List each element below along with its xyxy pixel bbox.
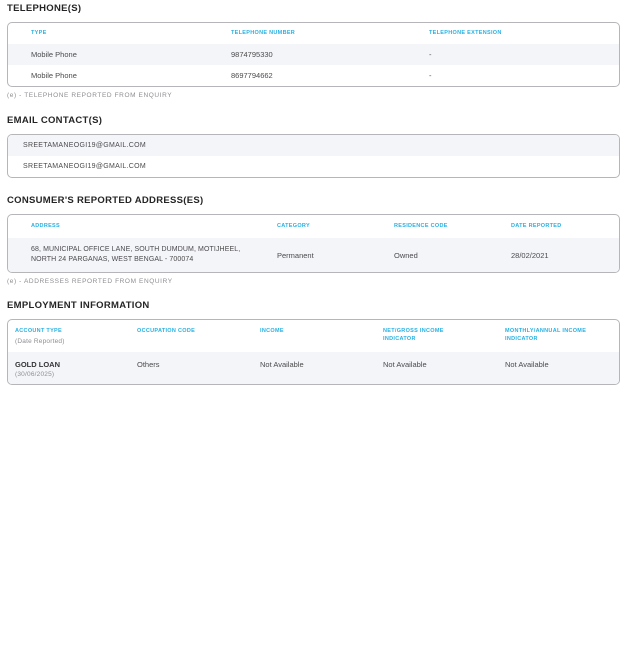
col-header-telephone-number: TELEPHONE NUMBER — [231, 29, 296, 36]
col-header-type: TYPE — [31, 29, 47, 36]
addresses-section — [7, 195, 620, 286]
col-header-date-reported-sublabel: (Date Reported) — [15, 337, 65, 345]
email-address: SREETAMANEOGI19@GMAIL.COM — [23, 163, 146, 170]
emails-table — [7, 134, 620, 178]
col-header-telephone-extension: TELEPHONE EXTENSION — [429, 29, 502, 36]
employment-occupation-code: Others — [137, 360, 160, 369]
employment-section — [7, 300, 620, 385]
address-value: 68, MUNICIPAL OFFICE LANE, SOUTH DUMDUM, MOTIJHEEL, NORTH 24 PARGANAS, WEST BENGAL - 700074 — [31, 246, 241, 263]
employment-net-gross-income-indicator: Not Available — [383, 360, 427, 369]
employment-income: Not Available — [260, 360, 304, 369]
telephones-header-row — [8, 23, 619, 44]
telephones-section — [7, 3, 620, 100]
col-header-net-gross-income-indicator: NET/GROSS INCOME INDICATOR — [383, 328, 444, 342]
addresses-table — [7, 214, 620, 273]
col-header-income: INCOME — [260, 328, 284, 334]
telephone-extension: - — [429, 71, 432, 80]
table-row — [8, 65, 619, 86]
col-header-account-type — [8, 320, 130, 346]
col-header-account-type-label: ACCOUNT TYPE — [15, 328, 62, 334]
col-header-category: CATEGORY — [277, 222, 310, 229]
table-row — [8, 352, 619, 384]
email-address: SREETAMANEOGI19@GMAIL.COM — [23, 142, 146, 149]
telephones-title: TELEPHONE(S) — [7, 3, 82, 14]
col-header-date-reported: DATE REPORTED — [511, 222, 562, 229]
telephone-extension: - — [429, 50, 432, 59]
employment-account-type-cell — [8, 352, 130, 379]
list-item — [8, 135, 619, 156]
addresses-enquiry-note: (e) - ADDRESSES REPORTED FROM ENQUIRY — [7, 278, 173, 285]
table-row — [8, 238, 619, 272]
telephone-type: Mobile Phone — [31, 71, 77, 80]
telephones-table — [7, 22, 620, 87]
address-category: Permanent — [277, 250, 314, 260]
telephone-number: 8697794662 — [231, 71, 273, 80]
employment-title: EMPLOYMENT INFORMATION — [7, 300, 150, 311]
addresses-header-row — [8, 215, 619, 238]
addresses-title: CONSUMER'S REPORTED ADDRESS(ES) — [7, 195, 204, 206]
emails-section — [7, 115, 620, 178]
list-item — [8, 156, 619, 177]
telephones-enquiry-note: (e) - TELEPHONE REPORTED FROM ENQUIRY — [7, 92, 173, 99]
employment-table — [7, 319, 620, 385]
telephone-type: Mobile Phone — [31, 50, 77, 59]
employment-account-type: GOLD LOAN — [15, 360, 60, 369]
col-header-address: ADDRESS — [31, 222, 60, 229]
telephone-number: 9874795330 — [231, 50, 273, 59]
address-date-reported: 28/02/2021 — [511, 250, 549, 260]
employment-header-row — [8, 320, 619, 352]
employment-date-reported: (30/06/2025) — [15, 371, 55, 378]
table-row — [8, 44, 619, 65]
emails-title: EMAIL CONTACT(S) — [7, 115, 103, 126]
employment-monthly-annual-income-indicator: Not Available — [505, 360, 549, 369]
col-header-monthly-annual-income-indicator: MONTHLY/ANNUAL INCOME INDICATOR — [505, 328, 587, 342]
col-header-residence-code: RESIDENCE CODE — [394, 222, 448, 229]
address-residence-code: Owned — [394, 250, 418, 260]
col-header-occupation-code: OCCUPATION CODE — [137, 328, 196, 334]
